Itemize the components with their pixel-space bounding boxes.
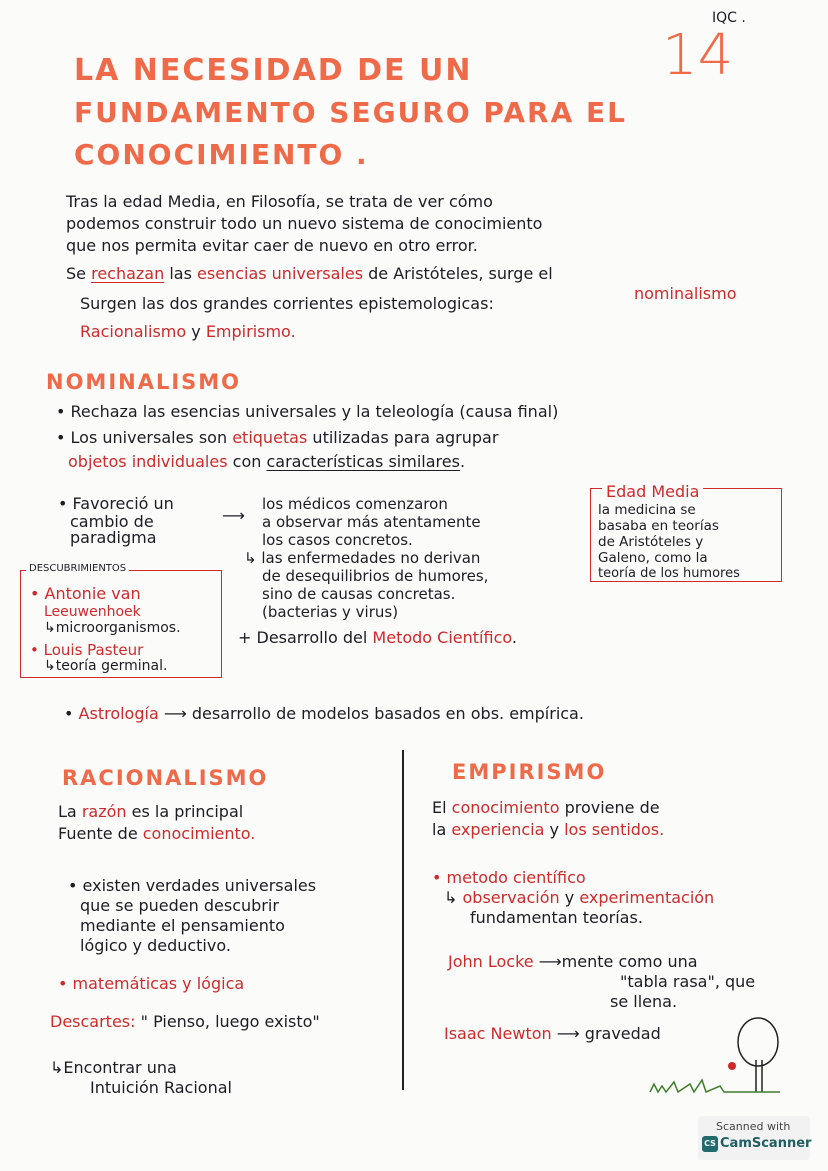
nominalismo-bullet-1-text: Rechaza las esencias universales y la teleología (causa final) — [70, 402, 559, 421]
microorganismos: microorganismos. — [55, 620, 181, 636]
racio-razon: razón — [81, 802, 127, 821]
edad-line-4: Galeno, como la — [598, 550, 708, 566]
corner-tag: IQC . — [712, 10, 746, 26]
emp-experiencia: experiencia — [451, 820, 545, 839]
desc-line-2: Leeuwenhoek — [44, 604, 141, 620]
corner-arrow-icon: ↳ — [244, 549, 262, 567]
locke-line-2: "tabla rasa", que — [620, 972, 756, 991]
b3-objetos: objetos individuales — [68, 452, 228, 471]
pasteur-name: Louis Pasteur — [43, 641, 144, 659]
b2-etiquetas: etiquetas — [232, 428, 308, 447]
descubrimientos-title: DESCUBRIMIENTOS — [26, 563, 129, 574]
intro-line-4 — [66, 264, 553, 284]
racio-fuente: Fuente de — [58, 824, 138, 843]
favorecio-line-3: paradigma — [70, 528, 157, 547]
page-title-line-3: CONOCIMIENTO . — [74, 138, 369, 171]
emp-experimentacion: experimentación — [579, 888, 715, 907]
scanned-with-label: Scanned with — [716, 1120, 791, 1133]
antonie-name: Antonie van — [44, 584, 141, 603]
arrow-right-icon: ⟶ — [163, 704, 187, 723]
desc-line-5 — [44, 656, 167, 676]
racio-enc1-text: Encontrar una — [63, 1058, 177, 1077]
descartes-quote: " Pienso, luego existo" — [140, 1012, 320, 1031]
desc-line-4: • Louis Pasteur — [30, 641, 144, 659]
desc-line-1: • Antonie van — [30, 584, 141, 603]
corner-arrow-icon: ↳ — [44, 658, 56, 674]
b3-con: con — [232, 452, 262, 471]
racio-v4: lógico y deductivo. — [80, 936, 231, 955]
newton-name: Isaac Newton — [444, 1024, 552, 1043]
intro-aristoteles: de Aristóteles, surge el — [368, 264, 553, 283]
astrologia: Astrología — [78, 704, 159, 723]
racionalismo-heading: RACIONALISMO — [62, 766, 269, 790]
b3-dot: . — [459, 452, 466, 471]
b3-caracteristicas: características similares — [266, 452, 460, 471]
metodo-prefix: + Desarrollo del — [238, 628, 368, 647]
arrow-right-icon: ⟶ — [538, 952, 562, 971]
edad-media-title: Edad Media — [602, 482, 703, 502]
emp-el: El — [432, 798, 447, 817]
intro-y: y — [191, 322, 201, 341]
medicos-line-7: (bacterias y virus) — [262, 603, 399, 621]
racio-descartes — [50, 1012, 320, 1032]
b2-c: utilizadas para agrupar — [312, 428, 499, 447]
intro-line-1: Tras la edad Media, en Filosofía, se trata de ver cómo — [66, 192, 493, 211]
racio-enc2: Intuición Racional — [90, 1078, 232, 1097]
medicos-line-4 — [244, 548, 480, 568]
locke-line-1: mente como una — [561, 952, 698, 971]
teoria-germinal: teoría germinal. — [55, 658, 168, 674]
racio-principal: es la principal — [131, 802, 244, 821]
emp-observacion: observación — [462, 888, 560, 907]
gravedad: gravedad — [584, 1024, 661, 1043]
scanner-badge — [698, 1116, 810, 1160]
arrow-right-icon: ⟶ — [556, 1024, 580, 1043]
emp-p2 — [432, 820, 664, 840]
camscanner-brand: CamScanner — [720, 1136, 812, 1151]
racio-mat: • matemáticas y lógica — [58, 974, 245, 993]
astrologia-line: • Astrología ⟶ desarrollo de modelos basados en obs. empírica. — [64, 704, 584, 723]
page-title-line-2: FUNDAMENTO SEGURO PARA EL — [74, 96, 627, 129]
corner-arrow-icon: ↳ — [44, 620, 56, 636]
intro-line-3: que nos permita evitar caer de nuevo en otro error. — [66, 236, 478, 255]
medicos-line-3: los casos concretos. — [262, 531, 413, 549]
intro-line-6 — [80, 322, 296, 342]
apple-tree-doodle — [640, 1010, 790, 1100]
intro-line-2: podemos construir todo un nuevo sistema de conocimiento — [66, 214, 543, 233]
racio-conocimiento: conocimiento. — [142, 824, 256, 843]
intro-nominalismo: nominalismo — [634, 284, 737, 303]
emp-m2 — [444, 888, 714, 908]
emp-p1 — [432, 798, 660, 818]
intro-esencias: esencias universales — [197, 264, 364, 283]
corner-arrow-icon: ↳ — [444, 888, 463, 907]
racio-v1: • existen verdades universales — [68, 876, 317, 895]
racio-v1-text: existen verdades universales — [82, 876, 317, 895]
nominalismo-bullet-1: • Rechaza las esencias universales y la teleología (causa final) — [56, 402, 559, 421]
medicos-line-5: de desequilibrios de humores, — [262, 567, 489, 585]
medicos-line-2: a observar más atentamente — [262, 513, 481, 531]
b2-a: Los universales son — [70, 428, 228, 447]
intro-empirismo: Empirismo. — [205, 322, 296, 341]
desc-line-3 — [44, 618, 181, 638]
racio-v3: mediante el pensamiento — [80, 916, 285, 935]
emp-y: y — [549, 820, 559, 839]
emp-m3: fundamentan teorías. — [470, 908, 643, 927]
racio-la: La — [58, 802, 77, 821]
medicos-line-1: los médicos comenzaron — [262, 495, 448, 513]
corner-arrow-icon: ↳ — [50, 1058, 64, 1077]
emp-y2: y — [564, 888, 575, 907]
nominalismo-bullet-2-cont — [68, 452, 465, 472]
nominalismo-heading: NOMINALISMO — [46, 370, 242, 394]
edad-line-3: de Aristóteles y — [598, 534, 704, 550]
racio-enc1 — [50, 1058, 177, 1078]
emp-la: la — [432, 820, 447, 839]
empirismo-heading: EMPIRISMO — [452, 760, 607, 784]
racio-v2: que se pueden descubrir — [80, 896, 279, 915]
emp-m1: • metodo científico — [432, 868, 586, 887]
locke-line-3: se llena. — [610, 992, 678, 1011]
column-divider — [402, 750, 404, 1090]
page-number: 14 — [662, 23, 734, 88]
camscanner-logo-icon: CS — [702, 1136, 718, 1152]
edad-line-2: basaba en teorías — [598, 518, 719, 534]
emp-locke — [448, 952, 698, 972]
emp-sentidos: los sentidos. — [564, 820, 665, 839]
intro-rechazan: rechazan — [91, 264, 165, 283]
racio-p1 — [58, 802, 243, 822]
racio-mat-text: matemáticas y lógica — [72, 974, 245, 993]
edad-line-1: la medicina se — [598, 502, 696, 518]
nominalismo-bullet-2: • Los universales son etiquetas utilizadas para agrupar — [56, 428, 499, 447]
page-title-line-1: LA NECESIDAD DE UN — [74, 53, 473, 88]
intro-line-5: Surgen las dos grandes corrientes epistemologicas: — [80, 294, 494, 313]
emp-conocimiento: conocimiento — [451, 798, 560, 817]
emp-newton — [444, 1024, 661, 1044]
medicos-line-6: sino de causas concretas. — [262, 585, 456, 603]
arrow-right-icon: ⟶ — [222, 506, 245, 525]
metodo-line — [238, 628, 517, 648]
intro-racionalismo: Racionalismo — [80, 322, 187, 341]
locke-name: John Locke — [448, 952, 534, 971]
descartes-name: Descartes: — [50, 1012, 136, 1031]
metodo-cientifico: Metodo Científico — [372, 628, 512, 647]
favorecio-text-1: Favoreció un — [72, 494, 174, 513]
astrologia-desc: desarrollo de modelos basados en obs. empírica. — [191, 704, 584, 723]
favorecio-line-2: cambio de — [70, 512, 154, 531]
metodo-dot: . — [511, 628, 517, 647]
emp-proviene: proviene de — [564, 798, 660, 817]
racio-p2 — [58, 824, 255, 844]
favorecio-line-1: • Favoreció un — [58, 494, 174, 513]
medicos-line-4-text: las enfermedades no derivan — [261, 549, 481, 567]
edad-line-5: teoría de los humores — [598, 566, 740, 581]
intro-se: Se — [66, 264, 86, 283]
intro-las: las — [169, 264, 192, 283]
emp-m1-text: metodo científico — [446, 868, 586, 887]
